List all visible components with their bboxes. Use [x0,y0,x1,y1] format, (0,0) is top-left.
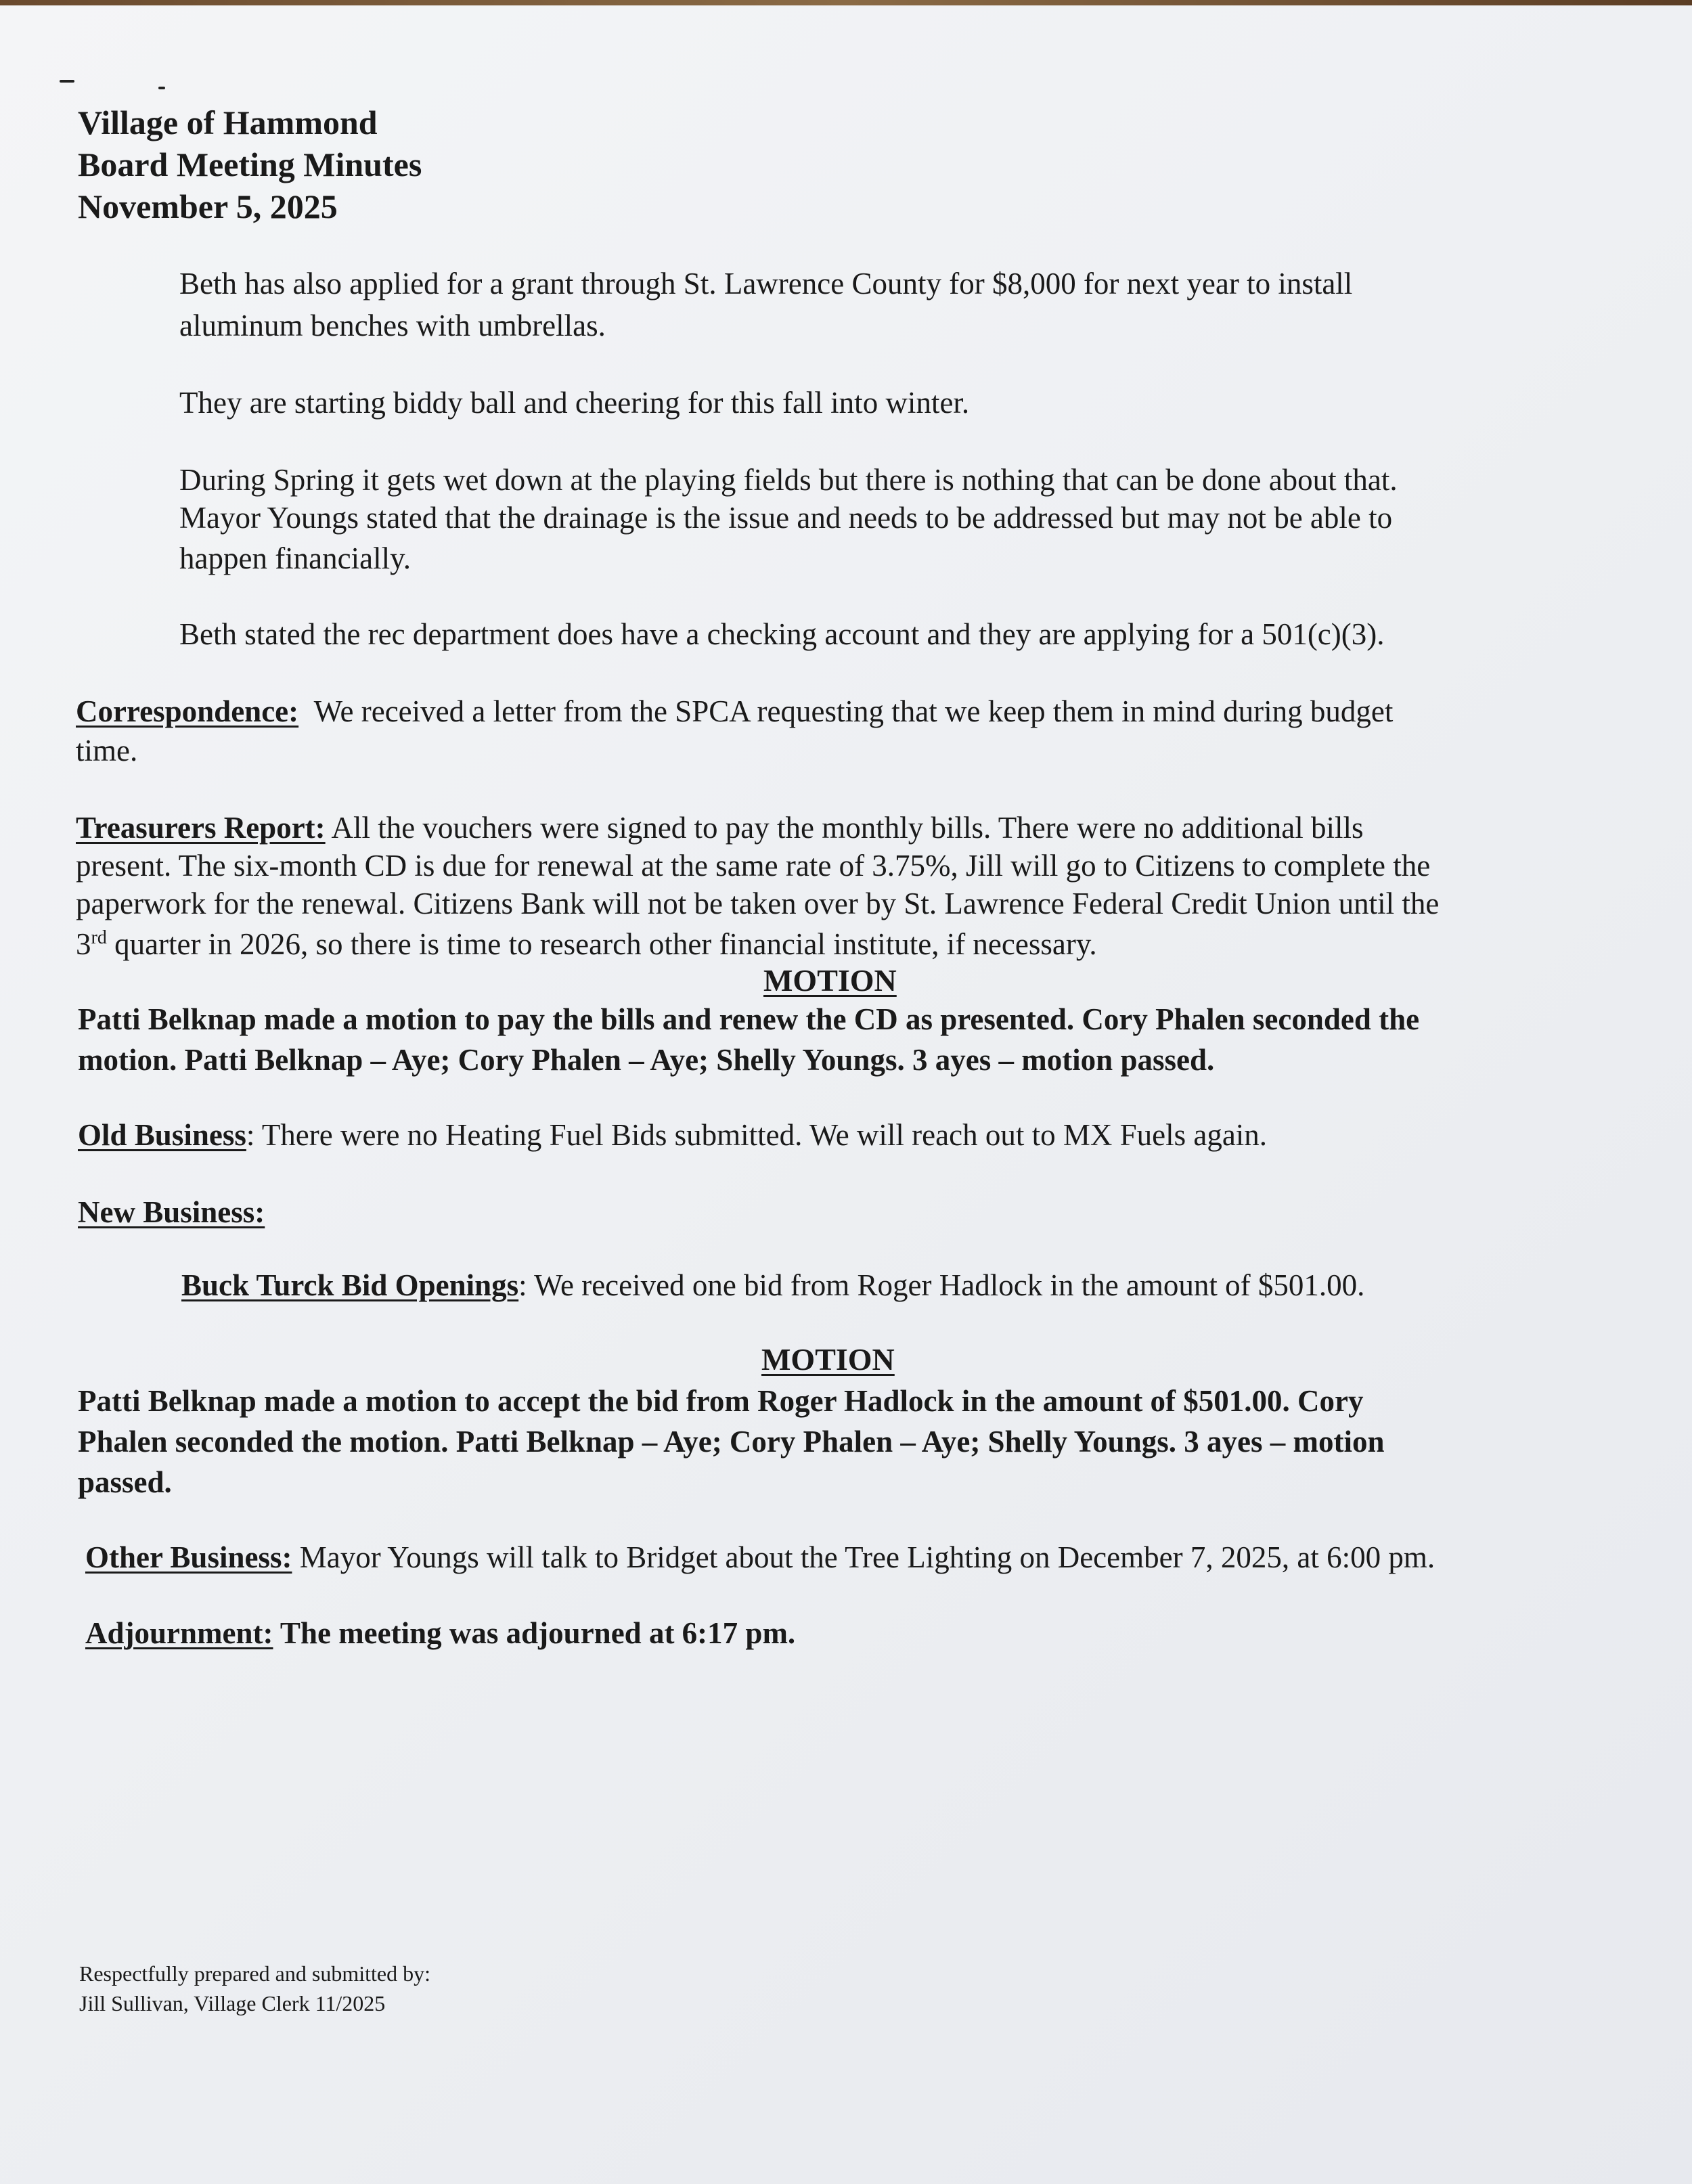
other-business [85,1538,1435,1577]
rec-paragraph-3-line-3: happen financially. [179,541,411,575]
treasurers-line-4-text: quarter in 2026, so there is time to research other financial institute, if necessary. [106,927,1097,961]
rec-paragraph-3-line-1: During Spring it gets wet down at the playing fields but there is nothing that can be done about that. [179,463,1398,497]
other-business-label: Other Business: [85,1540,292,1574]
treasurers-line-4 [76,924,1097,964]
rec-paragraph-2: They are starting biddy ball and cheering for this fall into winter. [179,386,970,420]
correspondence-line-1 [76,692,1393,731]
bid-openings-label: Buck Turck Bid Openings [181,1268,519,1302]
other-business-text: Mayor Youngs will talk to Bridget about the Tree Lighting on December 7, 2025, at 6:00 pm. [292,1540,1435,1574]
new-business-label: New Business: [78,1195,265,1229]
adjournment-label: Adjournment: [85,1616,273,1650]
pen-mark [158,87,165,89]
pen-mark [60,80,74,83]
bid-openings-text: : We received one bid from Roger Hadlock in the amount of $501.00. [518,1268,1365,1302]
treasurers-line-3: paperwork for the renewal. Citizens Bank will not be taken over by St. Lawrence Federal Credit Union until the [76,887,1440,920]
old-business-text: : There were no Heating Fuel Bids submitted. We will reach out to MX Fuels again. [246,1118,1268,1152]
signature-line-2: Jill Sullivan, Village Clerk 11/2025 [79,1991,386,2015]
header-date: November 5, 2025 [78,187,338,225]
old-business-label: Old Business [78,1118,246,1152]
rec-paragraph-1-line-2: aluminum benches with umbrellas. [179,309,606,342]
treasurers-text: All the vouchers were signed to pay the monthly bills. There were no additional bills [331,811,1364,845]
treasurers-label: Treasurers Report: [76,811,326,845]
ordinal-suffix: rd [91,927,107,948]
header-org: Village of Hammond [78,104,378,141]
table-edge [0,0,1692,5]
rec-paragraph-3-line-2: Mayor Youngs stated that the drainage is the issue and needs to be addressed but may not be able to [179,501,1393,535]
adjournment-text: The meeting was adjourned at 6:17 pm. [273,1616,796,1650]
correspondence-line-2: time. [76,734,138,767]
old-business [78,1115,1267,1155]
signature-line-1: Respectfully prepared and submitted by: [79,1961,430,1986]
treasurers-line-2: present. The six-month CD is due for renewal at the same rate of 3.75%, Jill will go to Citizens to complete the [76,849,1431,883]
page-title: Board Meeting Minutes [78,146,422,183]
motion-heading: MOTION [763,963,897,998]
motion-2-line-3: passed. [78,1465,172,1499]
rec-paragraph-1-line-1: Beth has also applied for a grant through St. Lawrence County for $8,000 for next year to install [179,267,1353,300]
motion-heading: MOTION [761,1342,895,1377]
motion-1-line-1: Patti Belknap made a motion to pay the bills and renew the CD as presented. Cory Phalen seconded the [78,1002,1420,1036]
quarter-number: 3 [76,927,91,961]
bid-openings [181,1266,1364,1305]
motion-2-line-1: Patti Belknap made a motion to accept the bid from Roger Hadlock in the amount of $501.00. Cory [78,1384,1364,1418]
correspondence-text: We received a letter from the SPCA requesting that we keep them in mind during budget [313,694,1394,728]
motion-1-line-2: motion. Patti Belknap – Aye; Cory Phalen – Aye; Shelly Youngs. 3 ayes – motion passed. [78,1043,1215,1077]
adjournment [85,1613,795,1653]
correspondence-label: Correspondence: [76,694,299,728]
motion-2-line-2: Phalen seconded the motion. Patti Belknap – Aye; Cory Phalen – Aye; Shelly Youngs. 3 ayes – motion [78,1425,1385,1458]
rec-paragraph-4: Beth stated the rec department does have a checking account and they are applying for a 501(c)(3). [179,617,1385,651]
treasurers-line-1 [76,808,1364,847]
